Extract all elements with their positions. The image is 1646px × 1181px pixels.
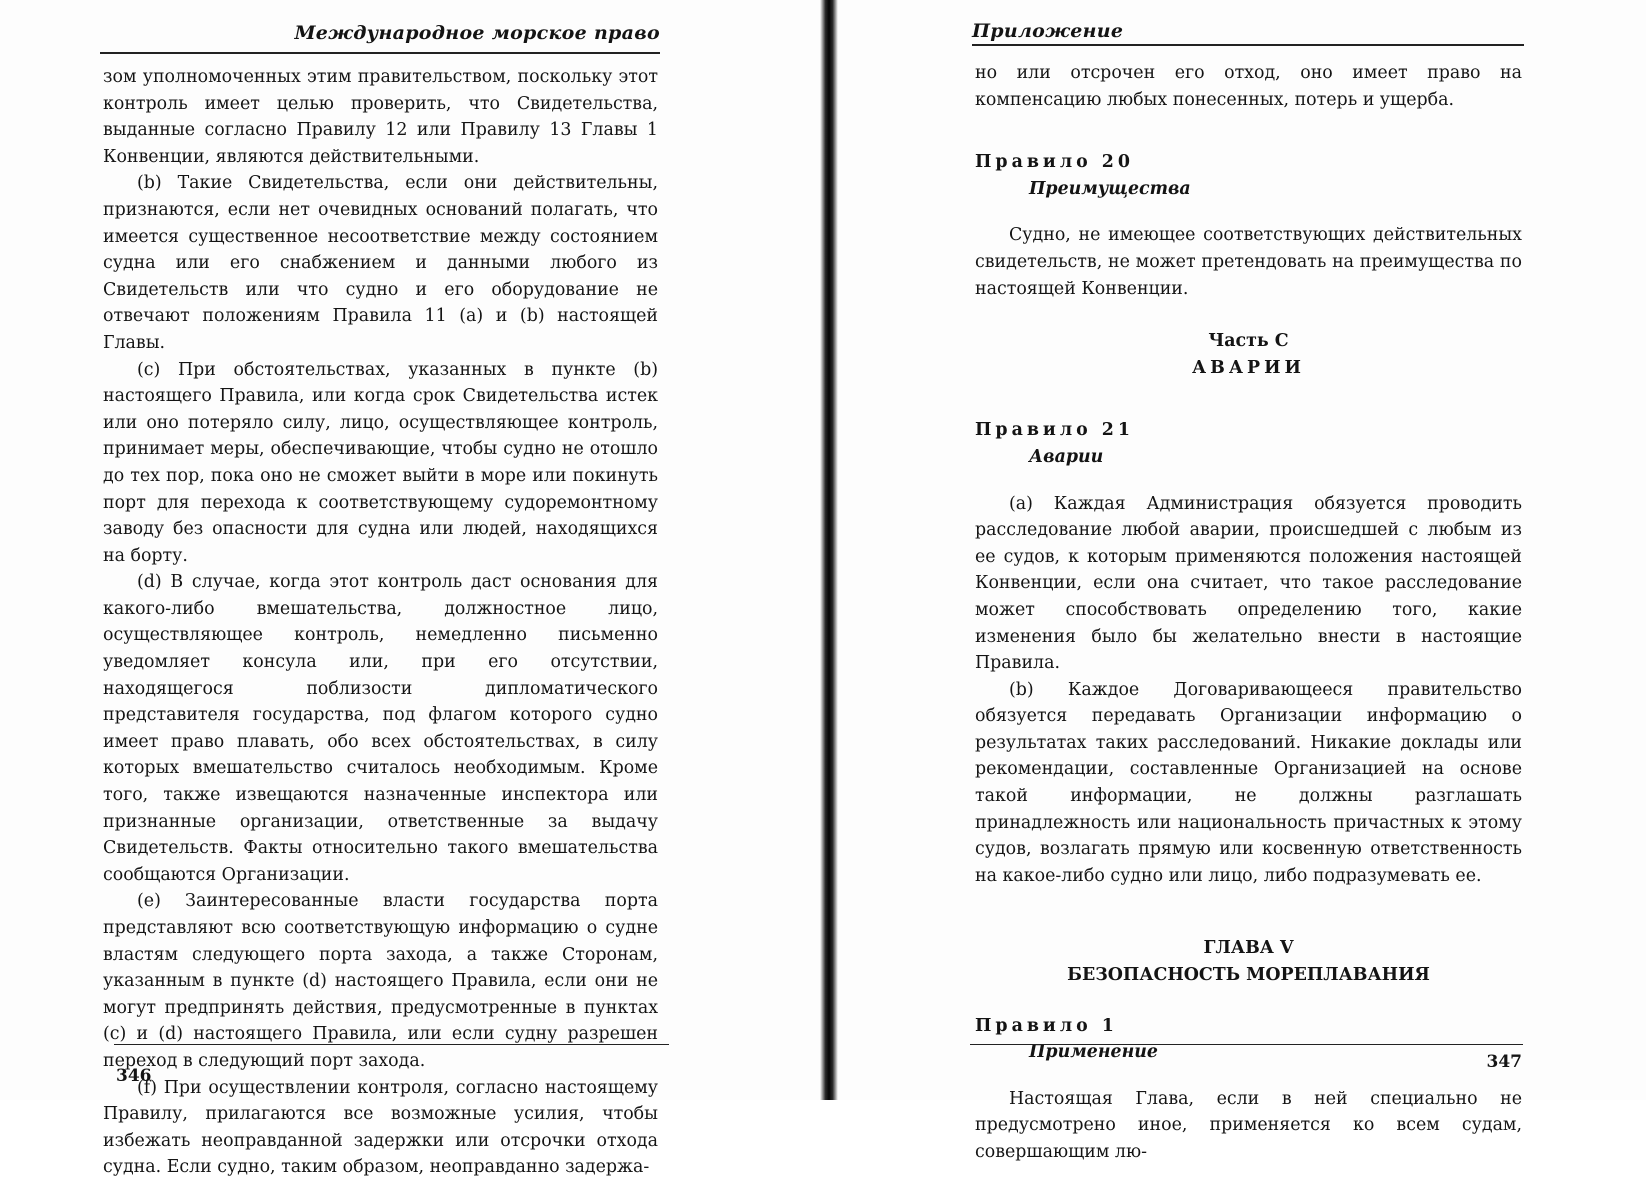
- paragraph-e: (e) Заинтересованные власти государства порта представляют всю соответствующую информацию о судне властям следующего порта захода, а также Сторонам, указанным в пункте (d) настоящего Правила, если они не могут предпринять действия, предусмотренные в пунктах (c) и (d) настоящего Правила, или если судну разрешен переход в следующий порт захода.: [103, 891, 658, 1071]
- book-gutter: [820, 0, 838, 1100]
- running-head-right: Приложение: [972, 20, 1124, 42]
- paragraph-b: (b) Такие Свидетельства, если они действительны, признаются, если нет очевидных оснований полагать, что имеется существенное несоответствие между состоянием судна или его снабжением и данными любого из Свидетельств или что судно и его оборудование не отвечают положениям Правила 11 (а) и (b) настоящей Главы.: [103, 173, 658, 353]
- footer-rule-right: [970, 1044, 1523, 1045]
- rule-21-paragraph-b: (b) Каждое Договаривающееся правительство обязуется передавать Организации информацию о результатах таких расследований. Никакие доклады или рекомендации, составленные Организацией на основе такой информации, не должны разглашать принадлежность или национальность причастных к этому судов, возлагать прямую или косвенную ответственность на какое-либо судно или лицо, либо подразумевать ее.: [975, 679, 1522, 886]
- rule-20-title: Преимущества: [1029, 178, 1191, 199]
- page-number-left: 346: [116, 1066, 152, 1086]
- running-head-left: Международное морское право: [294, 22, 660, 44]
- right-page: [838, 0, 1646, 1162]
- left-page: [0, 0, 820, 1178]
- rule-21-title: Аварии: [1029, 446, 1104, 467]
- part-c-label: Часть С: [1208, 331, 1289, 352]
- paragraph-f: (f) При осуществлении контроля, согласно настоящему Правилу, прилагаются все возможные усилия, чтобы избежать неоправданной задержки или отсрочки отхода судна. Если судно, таким образом, неоправданно задержа-: [103, 1077, 658, 1178]
- page-number-right: 347: [1486, 1052, 1522, 1072]
- rule-1-text: Настоящая Глава, если в ней специально не предусмотрено иное, применяется ко всем судам, совершающим лю-: [975, 1088, 1522, 1162]
- left-page-body: [103, 64, 658, 1181]
- footer-rule-left: [114, 1044, 669, 1045]
- paragraph-c: (c) При обстоятельствах, указанных в пункте (b) настоящего Правила, или когда срок Свидетельства истек или оно потеряло силу, лицо, осуществляющее контроль, принимает меры, обеспечивающие, чтобы судно не отошло до тех пор, пока оно не сможет выйти в море или покинуть порт для перехода к соответствующему судоремонтному заводу без опасности для судна или людей, находящихся на борту.: [103, 359, 658, 566]
- paragraph-continued: но или отсрочен его отход, оно имеет право на компенсацию любых понесенных, потерь и ущерба.: [975, 63, 1522, 110]
- right-page-body: [975, 60, 1522, 1166]
- paragraph-continued: зом уполномоченных этим правительством, поскольку этот контроль имеет целью проверить, что Свидетельства, выданные согласно Правилу 12 или Правилу 13 Главы 1 Конвенции, являются действительными.: [103, 67, 658, 167]
- rule-21-paragraph-a: (a) Каждая Администрация обязуется проводить расследование любой аварии, происшедшей с любым из ее судов, к которым применяются положения настоящей Конвенции, если она считает, что такое расследование может способствовать определению того, какие изменения было бы желательно внести в настоящие Правила.: [975, 493, 1522, 674]
- rule-1-label: Правило 1: [975, 1015, 1118, 1036]
- rule-21-label: Правило 21: [975, 420, 1134, 441]
- rule-20-label: Правило 20: [975, 152, 1134, 173]
- header-rule-left: [100, 52, 660, 54]
- chapter-label: ГЛАВА V: [1203, 938, 1294, 959]
- paragraph-d: (d) В случае, когда этот контроль даст основания для какого-либо вмешательства, должностное лицо, осуществляющее контроль, немедленно письменно уведомляет консула или, при его отсутствии, находящегося поблизости дипломатического представителя государства, под флагом которого судно имеет право плавать, обо всех обстоятельствах, в силу которых вмешательство считалось необходимым. Кроме того, также извещаются назначенные инспектора или признанные организации, ответственные за выдачу Свидетельств. Факты относительно такого вмешательства сообщаются Организации.: [103, 572, 658, 885]
- chapter-title: БЕЗОПАСНОСТЬ МОРЕПЛАВАНИЯ: [1067, 965, 1430, 986]
- part-c-title: АВАРИИ: [1192, 357, 1305, 378]
- header-rule-right: [972, 44, 1524, 46]
- rule-1-title: Применение: [1029, 1042, 1158, 1063]
- rule-20-text: Судно, не имеющее соответствующих действительных свидетельств, не может претендовать на преимущества по настоящей Конвенции.: [975, 225, 1522, 299]
